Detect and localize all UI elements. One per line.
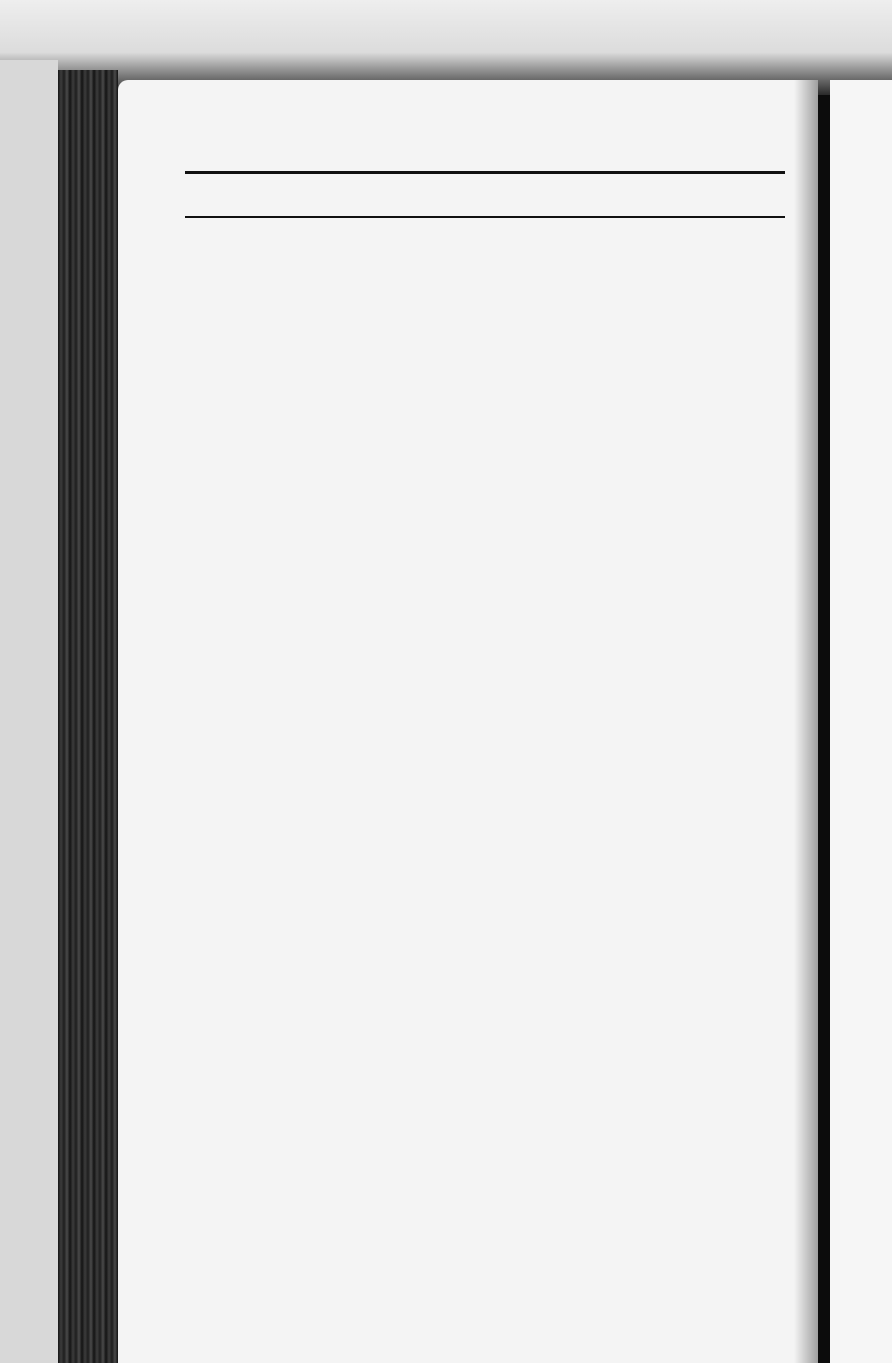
book-page-right-edge — [830, 80, 892, 1363]
page-fold-shadow — [794, 80, 818, 1363]
scan-left-margin — [0, 60, 58, 1363]
book-page-left — [118, 80, 818, 1363]
section-divider — [185, 216, 785, 218]
section-divider — [185, 171, 785, 174]
page-text — [185, 155, 785, 240]
book-binding-gutter — [58, 70, 118, 1363]
spacer — [185, 196, 785, 208]
